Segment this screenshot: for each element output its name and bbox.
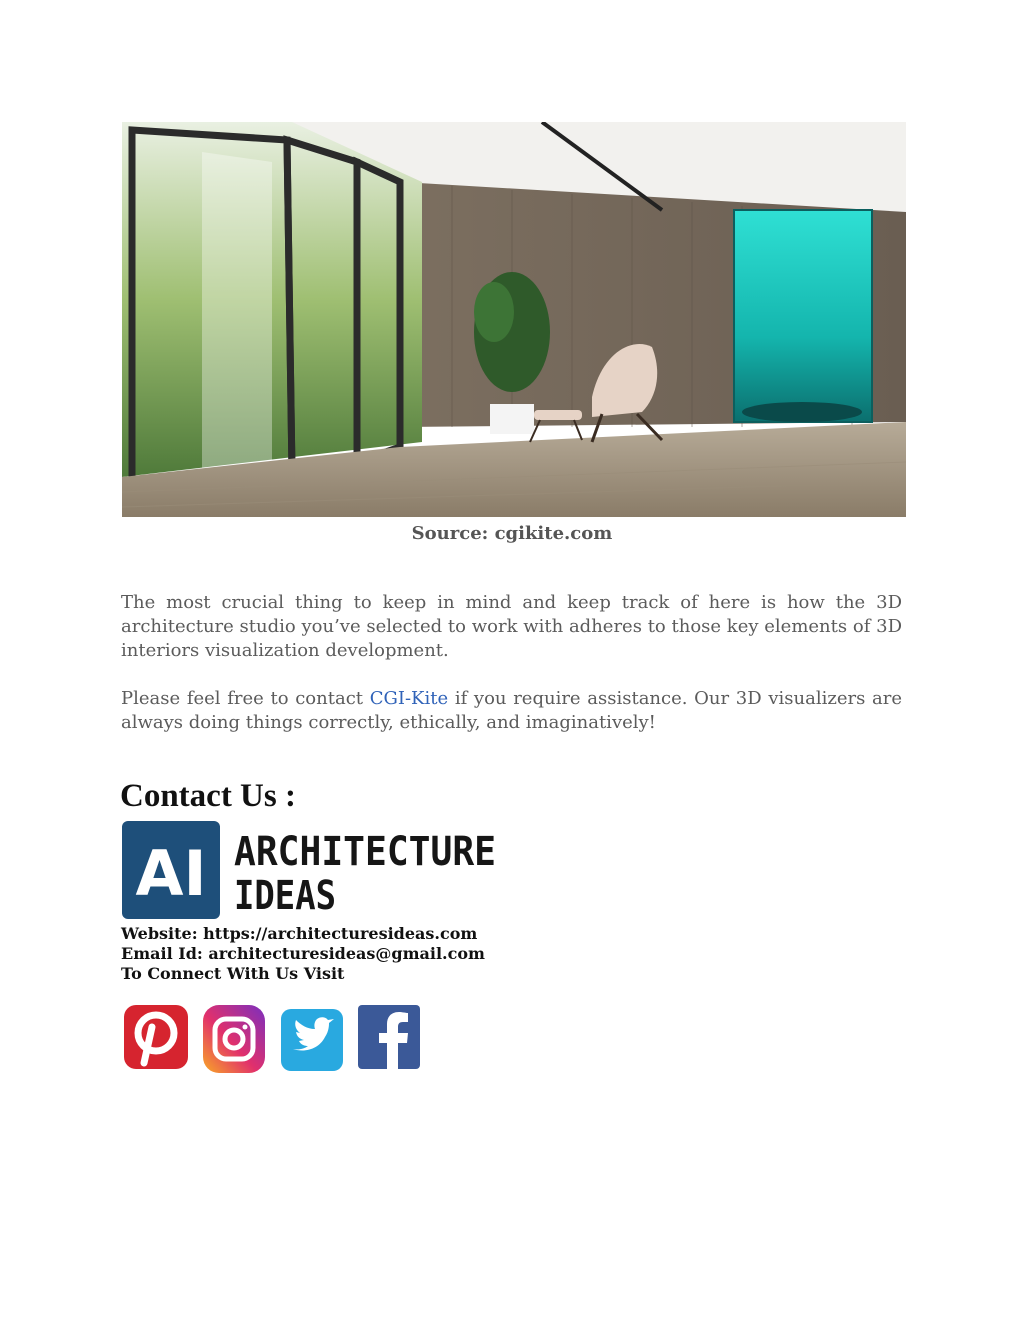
- logo-graphic: [122, 821, 502, 921]
- website-line: Website: https://architecturesideas.com: [121, 924, 478, 943]
- paragraph-visualization: The most crucial thing to keep in mind and keep track of here is how the 3D architecture studio you’ve selected to work with adheres to those key elements of 3D interiors visualization development.: [121, 592, 902, 661]
- instagram-icon[interactable]: [201, 1003, 273, 1075]
- logo-line-1: ARCHITECTURE: [234, 829, 496, 875]
- email-line: Email Id: architecturesideas@gmail.com: [121, 944, 485, 963]
- logo-line-2: IDEAS: [234, 873, 336, 919]
- facebook-icon[interactable]: [356, 1003, 428, 1075]
- contact-heading: Contact Us :: [120, 778, 296, 814]
- cgi-kite-link[interactable]: CGI-Kite: [369, 688, 449, 709]
- pinterest-icon[interactable]: [122, 1003, 194, 1075]
- connect-line: To Connect With Us Visit: [121, 964, 345, 983]
- paragraph-contact-text-2: if you require assistance. Our 3D visualizers are always doing things correctly, ethically, and imaginatively!: [121, 688, 902, 733]
- logo-mark-text: AI: [135, 837, 207, 910]
- paragraph-contact: [121, 687, 902, 735]
- image-caption: Source: cgikite.com: [411, 523, 613, 544]
- twitter-icon[interactable]: [279, 1003, 351, 1075]
- architecture-ideas-logo: [122, 821, 502, 921]
- paragraph-contact-text-1: Please feel free to contact: [121, 688, 370, 709]
- interior-photo: [122, 122, 906, 517]
- interior-illustration: [122, 122, 906, 517]
